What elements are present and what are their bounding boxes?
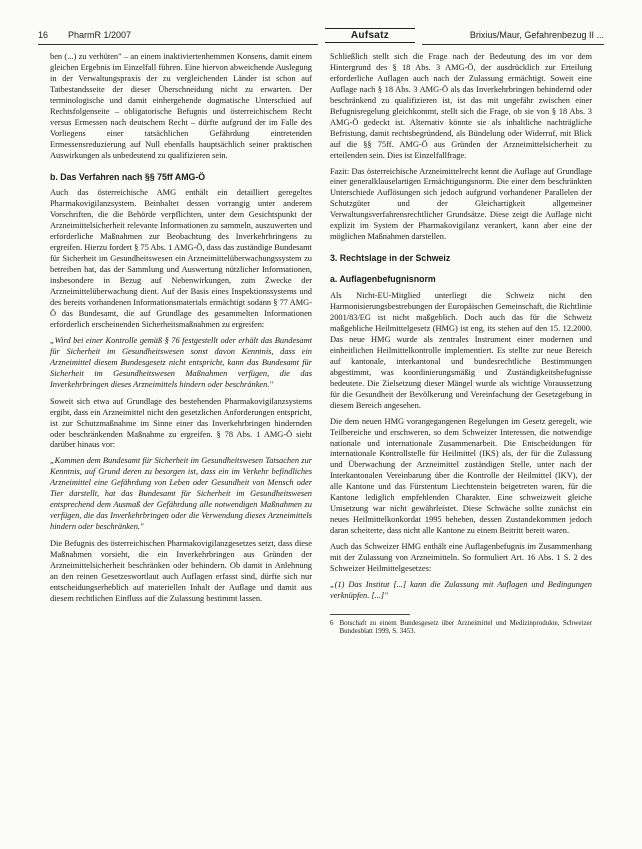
footnote-divider (330, 614, 410, 615)
statute-quote: „Kommen dem Bundesamt für Sicherheit im Gesundheitswesen Tatsachen zur Kenntnis, auf Grund deren zu besorgen ist, dass ein im Verkehr befindliches Arzneimittel eine Gefährdung von Leben oder Gesundheit von Mensch oder Tier darstellt, hat das Bundesamt für Sicherheit im Gesundheitswesen entsprechend dem Ausmaß der Gefährdung alle notwendigen Maßnahmen zu verfügen, die das Inverkehrbringen oder die Verwendung dieses Arzneimittels hindern oder beschränken." (50, 456, 312, 532)
footnote-text: Botschaft zu einem Bundesgesetz über Arzneimittel und Medizinprodukte, Schweizer Bundesblatt 1999, S. 3453. (339, 618, 592, 636)
paragraph: Soweit sich etwa auf Grundlage des bestehenden Pharmakovigilanzsystems ergibt, dass ein Arzneimittel nicht den gesetzlichen Anforderungen entspricht, ist zur Schutzmaßnahme im Sinne einer das Inverkehrbringen hindernden oder beschränkenden Maßnahme zu ergreifen. § 78 Abs. 1 AMG-Ö sieht darüber hinaus vor: (50, 396, 312, 450)
right-column (330, 52, 592, 636)
header-rule-right (422, 44, 604, 45)
paragraph: Auch das Schweizer HMG enthält eine Auflagenbefugnis im Zusammenhang mit der Zulassung von Arzneimitteln. So formuliert Art. 16 Abs. 1 S. 2 des Schweizer Heilmittelgesetzes: (330, 542, 592, 573)
header-rule-left (38, 44, 318, 45)
statute-quote: „Wird bei einer Kontrolle gemäß § 76 festgestellt oder erhält das Bundesamt für Sicherheit im Gesundheitswesen sonst davon Kenntnis, dass ein Arzneimittel diesem Bundesgesetz nicht entspricht, kann das Bundesamt für Sicherheit im Gesundheitswesen Maßnahmen verfügen, die das Inverkehrbringen dieses Arzneimittels hindern oder beschränken." (50, 335, 312, 389)
left-column (50, 52, 312, 610)
paragraph: Die dem neuen HMG vorangegangenen Regelungen im Gesetz geregelt, wie Teilbereiche und erschweren, so dem Schweizer Interessen, die notwendige nationale und internationale Zusammenarbeit. Die Entscheidungen für internationale Kontrollstelle für Heilmittel (IKS) als, der für die Zulassung und Überwachung der Arzneimittel zuständigen Stelle, unter nach der Interkantonalen Vereinbarung über die Kontrolle der Heilmittel (IKV), der alle Kantone und das Fürstentum Liechtenstein beigetreten waren, für die Kantone lediglich empfehlenden Charakter. Eine schweizweit gleiche Umsetzung war nicht gewährleistet. Diese Schwäche sollte zunächst ein neues Heilmittelkonkordat 1995 beheben, dessen Zustandekommen jedoch daran scheiterte, dass nicht alle Kantone zu einem Beitritt bereit waren. (330, 416, 592, 536)
journal-name: PharmR 1/2007 (68, 30, 132, 40)
paragraph: Fazit: Das österreichische Arzneimittelrecht kennt die Auflage auf Grundlage einer generalklauselartigen Ermächtigungsnorm. Die einer dem beschränkten Unterschiede Auflösungen sich jedoch aufgrund vorhandener Parallelen der Schutzgüter und der Gleichartigkeit allgemeiner Verwaltungsverfahrensrechtlicher Grundsätze. Diese zeigt die Auflage nicht explizit im System der Pharmakovigilanz verankert, kann aber eine der möglichen Maßnahmen darstellen. (330, 166, 592, 242)
page-header (38, 28, 604, 46)
paragraph: Die Befugnis des österreichischen Pharmakovigilanzgesetzes setzt, dass diese Maßnahmen vorsieht, die ein Inverkehrbringen aus Gründen der Arzneimittelsicherheit beschränken oder behindern. Ob damit in Anlehnung an den reinen Gesetzeswortlaut auch Auflagen erfasst sind, dürfte sich nur entscheidungserheblich auf materiellen Inhalt der Auflage und damit aus diesem rechtlichen Einfluss auf die Zulassung bestimmt lassen. (50, 539, 312, 603)
section-heading: b. Das Verfahren nach §§ 75ff AMG-Ö (50, 171, 206, 182)
section-label: Aufsatz (325, 28, 415, 43)
paragraph: Als Nicht-EU-Mitglied unterliegt die Schweiz nicht den Harmonisierungsbestrebungen der Europäischen Gemeinschaft, die Richtlinie 2001/83/EG ist nicht maßgeblich. Doch auch das für die Schweiz maßgebliche Heilmittelgesetz (HMG) ist eng, its stehen auf den 15. 12.2000. Das neue HMG wurde als zentrales Instrument einer modernen und einheitlichen Heilmittelkontrolle implementiert. Es stellte zur neue Bereich auf kantonale, interkantonal und bundesrechtliche Bestimmungen abgestimmt, was koordinierungsmäßig und Zuständigkeitsbefugnisse bedeutete. Die Zielsetzung dieser Mängel wurde als wichtige Voraussetzung für die Gesundheit der Bevölkerung und Vereinfachung der Gesetzgebung in diesem Bereich angesehen. (330, 291, 592, 410)
statute-quote: „(1) Das Institut [...] kann die Zulassung mit Auflagen und Bedingungen verknüpfen. [...]" (330, 579, 592, 600)
footnote-number: 6 (330, 618, 334, 627)
paragraph: Schließlich stellt sich die Frage nach der Bedeutung des im vor dem Hintergrund des § 18 Abs. 3 AMG-Ö, der ausdrücklich zur Erteilung erforderliche Auflagen auch nach der Zulassung ermächtigt. Soweit eine Auflage nach § 18 Abs. 3 AMG-Ö als das Inverkehrbringen behindernd oder beschränkend zu qualifizieren ist, ist das mit ungefähr zwischen einer Befugnisregelung gleichkommt, stellt sich die Frage, ob sie von § 18 Abs. 3 AMG-Ö gedeckt ist. Alternativ könnte sie als inhaltliche nachträgliche Befristung, damit rechtsbegründend, als Bündelung oder Widerruf, mit Blick auf die §§ 75ff. AMG-Ö aus Gründen der Arzneimittelsicherheit zu erteilenden sein. Dies ist Einzelfallfrage. (330, 52, 592, 160)
footnote (330, 619, 592, 636)
subsection-heading: a. Auflagenbefugnisnorm (330, 274, 436, 285)
paragraph: ben (...) zu verhüten" – an einem inaktiviertenhemmen Konsens, damit einem gleichen Ergebnis im Einzelfall führen. Eine hiervon abweichende Auslegung in der Verwaltungspraxis der zu vergleichenden Länder ist schon auf Tatbestandsseite der dieser Überschneidung nicht zu erwarten. Der terminologische und damit einhergehende dogmatische Unterschied auf Rechtsfolgenseite – obligatorische Befugnis und österreichischem Recht versus Ermessen nach deutschem Recht – dürfte aufgrund der im Falle des Vorliegens einer tatsächlichen Gefährdung eintretenden Ermessensreduzierung auf Null ebenfalls hauptsächlich seiner praktischen Auswirkungen als unbedeutend zu qualifizieren sein. (50, 52, 312, 160)
running-authors: Brixius/Maur, Gefahrenbezug II ... (469, 30, 604, 40)
section-heading: 3. Rechtslage in der Schweiz (330, 253, 451, 264)
paragraph: Auch das österreichische AMG enthält ein detailliert geregeltes Pharmakovigilanzsystem. Beinhaltet dessen vorrangig unter anderem Vorschriften, die die Behörde verpflichten, unter dem Gesichtspunkt der Arzneimittelsicherheit relevante Informationen zu sammeln, auszuwerten und erforderliche Maßnahmen zur Beobachtung des Inverkehrbringens zu ergreifen. Hierzu fordert § 75 Abs. 1 AMG-Ö, dass das zuständige Bundesamt für Sicherheit im Gesundheitswesen ein Arzneimittelüberwachungssystem zu betreiben hat, das der Sammlung und Auswertung nützlicher Informationen, insbesondere in Bezug auf Nebenwirkungen, zum Zwecke der Arzneimittelüberwachung dient. Auf der Basis eines Inspektionssystems und des bereits vorhandenen Informationsmaterials ermächtigt sodann § 77 AMG-Ö das Bundesamt, die auf Grundlage des gesammelten Informationen erforderlich erscheinenden Sicherheitsmaßnahmen zu ergreifen: (50, 188, 312, 329)
page-number: 16 (38, 30, 49, 40)
